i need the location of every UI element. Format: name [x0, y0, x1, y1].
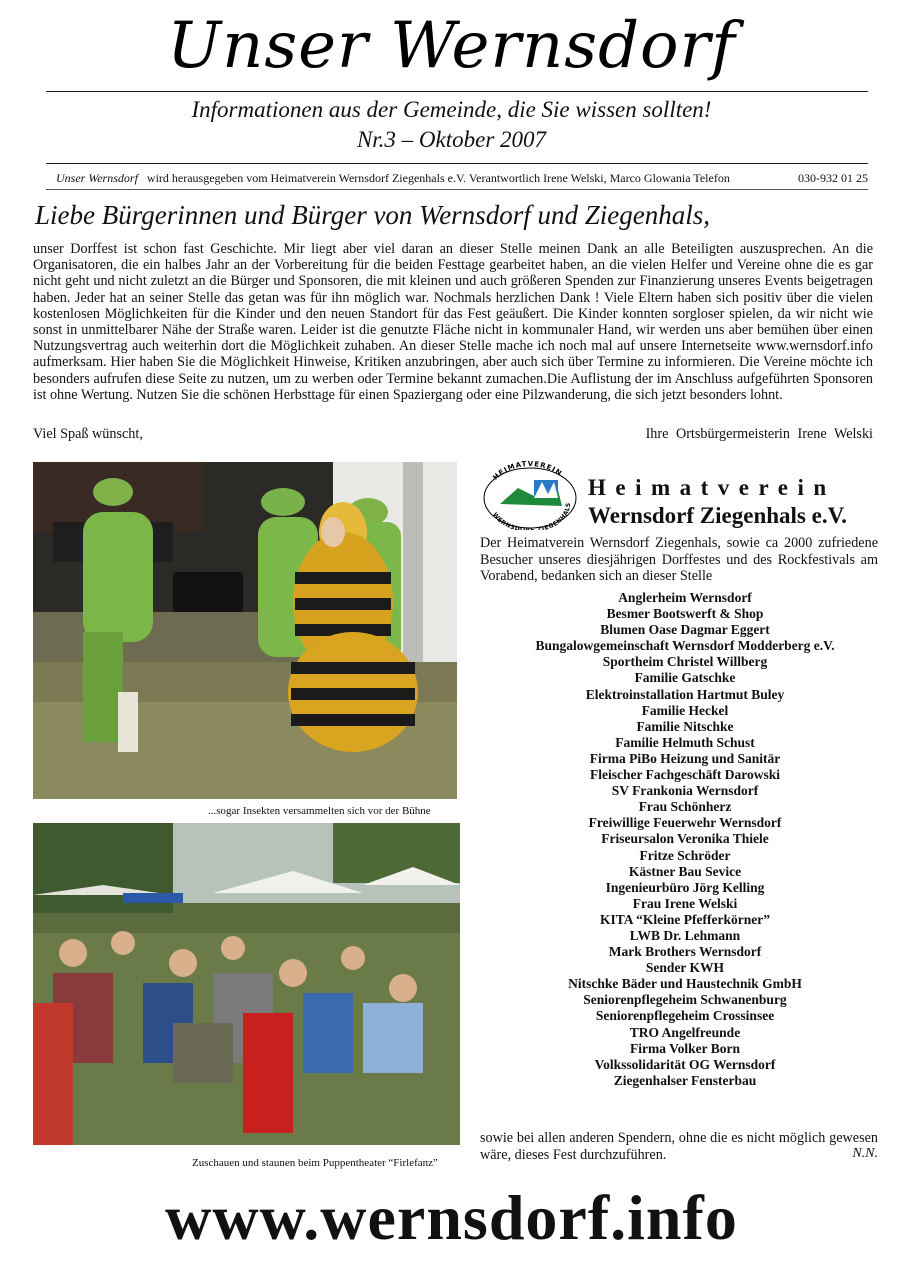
sponsor-item: LWB Dr. Lehmann — [629, 927, 741, 943]
photo-bee-caption: ...sogar Insekten versammelten sich vor der Bühne — [208, 805, 431, 817]
sponsor-item: Fritze Schröder — [639, 847, 731, 863]
publisher-text: wird herausgegeben vom Heimatverein Wernsdorf Ziegenhals e.V. Verantwortlich Irene Welski, Marco Glowania Telefon — [146, 171, 730, 185]
sponsor-item: Sender KWH — [645, 960, 725, 976]
sponsor-item: SV Frankonia Wernsdorf — [611, 783, 759, 799]
letter-greeting: Liebe Bürgerinnen und Bürger von Wernsdorf und Ziegenhals, — [35, 200, 710, 230]
masthead-subtitle: Informationen aus der Gemeinde, die Sie wissen sollten! — [191, 97, 712, 122]
sponsor-item: Blumen Oase Dagmar Eggert — [600, 622, 770, 638]
sponsor-item: Sportheim Christel Willberg — [602, 654, 768, 670]
publisher-phone: 030-932 01 25 — [798, 171, 868, 185]
svg-text:WERNSDORF ZIEGENHALS e.V.: WERNSD ZIEGENHALS — [490, 502, 573, 530]
heimatverein-title-line2: Wernsdorf Ziegenhals e.V. — [588, 503, 847, 528]
sponsor-item: Ziegenhalser Fensterbau — [613, 1072, 757, 1088]
heimatverein-thanks-signature: N.N. — [852, 1146, 878, 1161]
sponsor-item: Ingenieurbüro Jörg Kelling — [605, 879, 765, 895]
sponsor-item: Mark Brothers Wernsdorf — [608, 944, 762, 960]
photo-bee-costume-image — [33, 462, 457, 799]
sponsor-item: Seniorenpflegeheim Schwanenburg — [583, 992, 787, 1008]
photo-bee-costume — [33, 462, 457, 799]
sponsor-item: Elektroinstallation Hartmut Buley — [585, 686, 785, 702]
masthead-title: Unser Wernsdorf — [167, 9, 736, 83]
issue-number: Nr.3 – Oktober 2007 — [356, 127, 547, 152]
sponsor-item: Familie Helmuth Schust — [615, 734, 755, 750]
sponsor-item: Fleischer Fachgeschäft Darowski — [590, 767, 780, 783]
sponsor-item: Kästner Bau Sevice — [628, 863, 742, 879]
sponsor-item: TRO Angelfreunde — [629, 1024, 741, 1040]
letter-signature: Ihre Ortsbürgermeisterin Irene Welski — [645, 426, 873, 442]
sponsor-item: Seniorenpflegeheim Crossinsee — [595, 1008, 775, 1024]
heimatverein-title-line1: Heimatverein — [588, 475, 836, 500]
letter-text: unser Dorffest ist schon fast Geschichte. Mir liegt aber viel daran an dieser Stelle meinen Dank an alle Beteiligten auszusprechen. An die Organisatoren, die ein halbes Jahr an der Vorbereitung für die beiden Festtage gearbeitet haben, an die vielen Helfer und Vereine ohne die es gar nicht geht und nicht zuletzt an die Bürger und Sponsoren, die mit kleinen und auch größeren Spenden zur Finanzierung unseres Events beigetragen haben. Jeder hat an seiner Stelle das getan was für ihn möglich war. Nochmals herzlichen Dank ! Viele Eltern haben sich positiv über die vielen kostenlosen Möglichkeiten für die Kinder und den neuen Standort für das Fest geäußert. Die Kinder konnten sorgloser spielen, da wir nicht wie sonst in unmittelbarer Nähe der Straße waren. Leider ist die genutzte Fläche nicht in kommunaler Hand, wir werden uns aber bemühen über einen Nutzungsvertrag auch weiterhin dort die Möglichkeit zuhaben. An dieser Stelle mache ich noch mal auf unsere Internetseite www.wernsdorf.info aufmerksam. Hier haben Sie die Möglichkeit Hinweise, Kritiken anzubringen, aber auch sich über Termine zu informieren. Die Vereine möchte ich besonders aufrufen diese Seite zu nutzen, um zu werben oder Termine bekannt zumachen.Die Auflistung der im Anschluss aufgeführten Sponsoren ist ohne Wertung. Nutzen Sie die schönen Herbsttage für einen Spaziergang oder eine Pilzwanderung, die sich jetzt besonders lohnt. — [33, 241, 873, 403]
sponsor-item: Frau Irene Welski — [632, 895, 738, 911]
sponsor-item: Freiwillige Feuerwehr Wernsdorf — [588, 815, 782, 831]
photo-puppet-caption: Zuschauen und staunen beim Puppentheater “Firlefanz” — [192, 1157, 438, 1169]
sponsor-item: Familie Heckel — [641, 702, 729, 718]
sponsor-item: Volkssolidarität OG Wernsdorf — [594, 1056, 776, 1072]
letter-body — [33, 241, 873, 403]
photo-puppet-theater-image — [33, 823, 460, 1145]
masthead-rule-bottom — [46, 189, 868, 190]
sponsor-item: Anglerheim Wernsdorf — [618, 590, 752, 605]
sponsor-item: Familie Gatschke — [634, 670, 736, 686]
letter-signoff — [33, 426, 873, 442]
publisher-line — [56, 170, 868, 186]
letter-closing: Viel Spaß wünscht, — [33, 426, 143, 442]
sponsor-item: Familie Nitschke — [636, 718, 734, 734]
sponsor-item: Besmer Bootswerft & Shop — [606, 606, 764, 622]
heimatverein-logo — [478, 460, 582, 530]
sponsor-item: Firma Volker Born — [629, 1040, 740, 1056]
publisher-name: Unser Wernsdorf — [56, 171, 138, 185]
sponsor-item: Firma PiBo Heizung und Sanitär — [589, 750, 781, 766]
sponsor-item: KITA “Kleine Pfefferkörner” — [600, 911, 770, 927]
sponsor-item: Friseursalon Veronika Thiele — [601, 831, 769, 847]
footer-url: www.wernsdorf.info — [165, 1182, 738, 1253]
heimatverein-thanks: sowie bei allen anderen Spendern, ohne die es nicht möglich gewesen wäre, dieses Fest durchzuführen. — [480, 1130, 878, 1163]
sponsor-list — [480, 590, 890, 1089]
sponsor-item: Nitschke Bäder und Haustechnik GmbH — [568, 976, 802, 992]
sponsor-item: Bungalowgemeinschaft Wernsdorf Modderberg e.V. — [535, 638, 835, 654]
svg-text:HEIMATVEREIN: HEIMATVEREIN — [491, 460, 564, 482]
heimatverein-intro: Der Heimatverein Wernsdorf Ziegenhals, sowie ca 2000 zufriedene Besucher unseres diesjährigen Dorffestes und des Rockfestivals am Vorabend, bedanken sich an dieser Stelle — [480, 535, 878, 584]
photo-puppet-theater — [33, 823, 460, 1145]
heimatverein-logo-image — [478, 460, 582, 530]
masthead-rule-middle — [46, 163, 868, 164]
sponsor-item: Frau Schönherz — [638, 799, 732, 815]
masthead-rule-top — [46, 91, 868, 92]
